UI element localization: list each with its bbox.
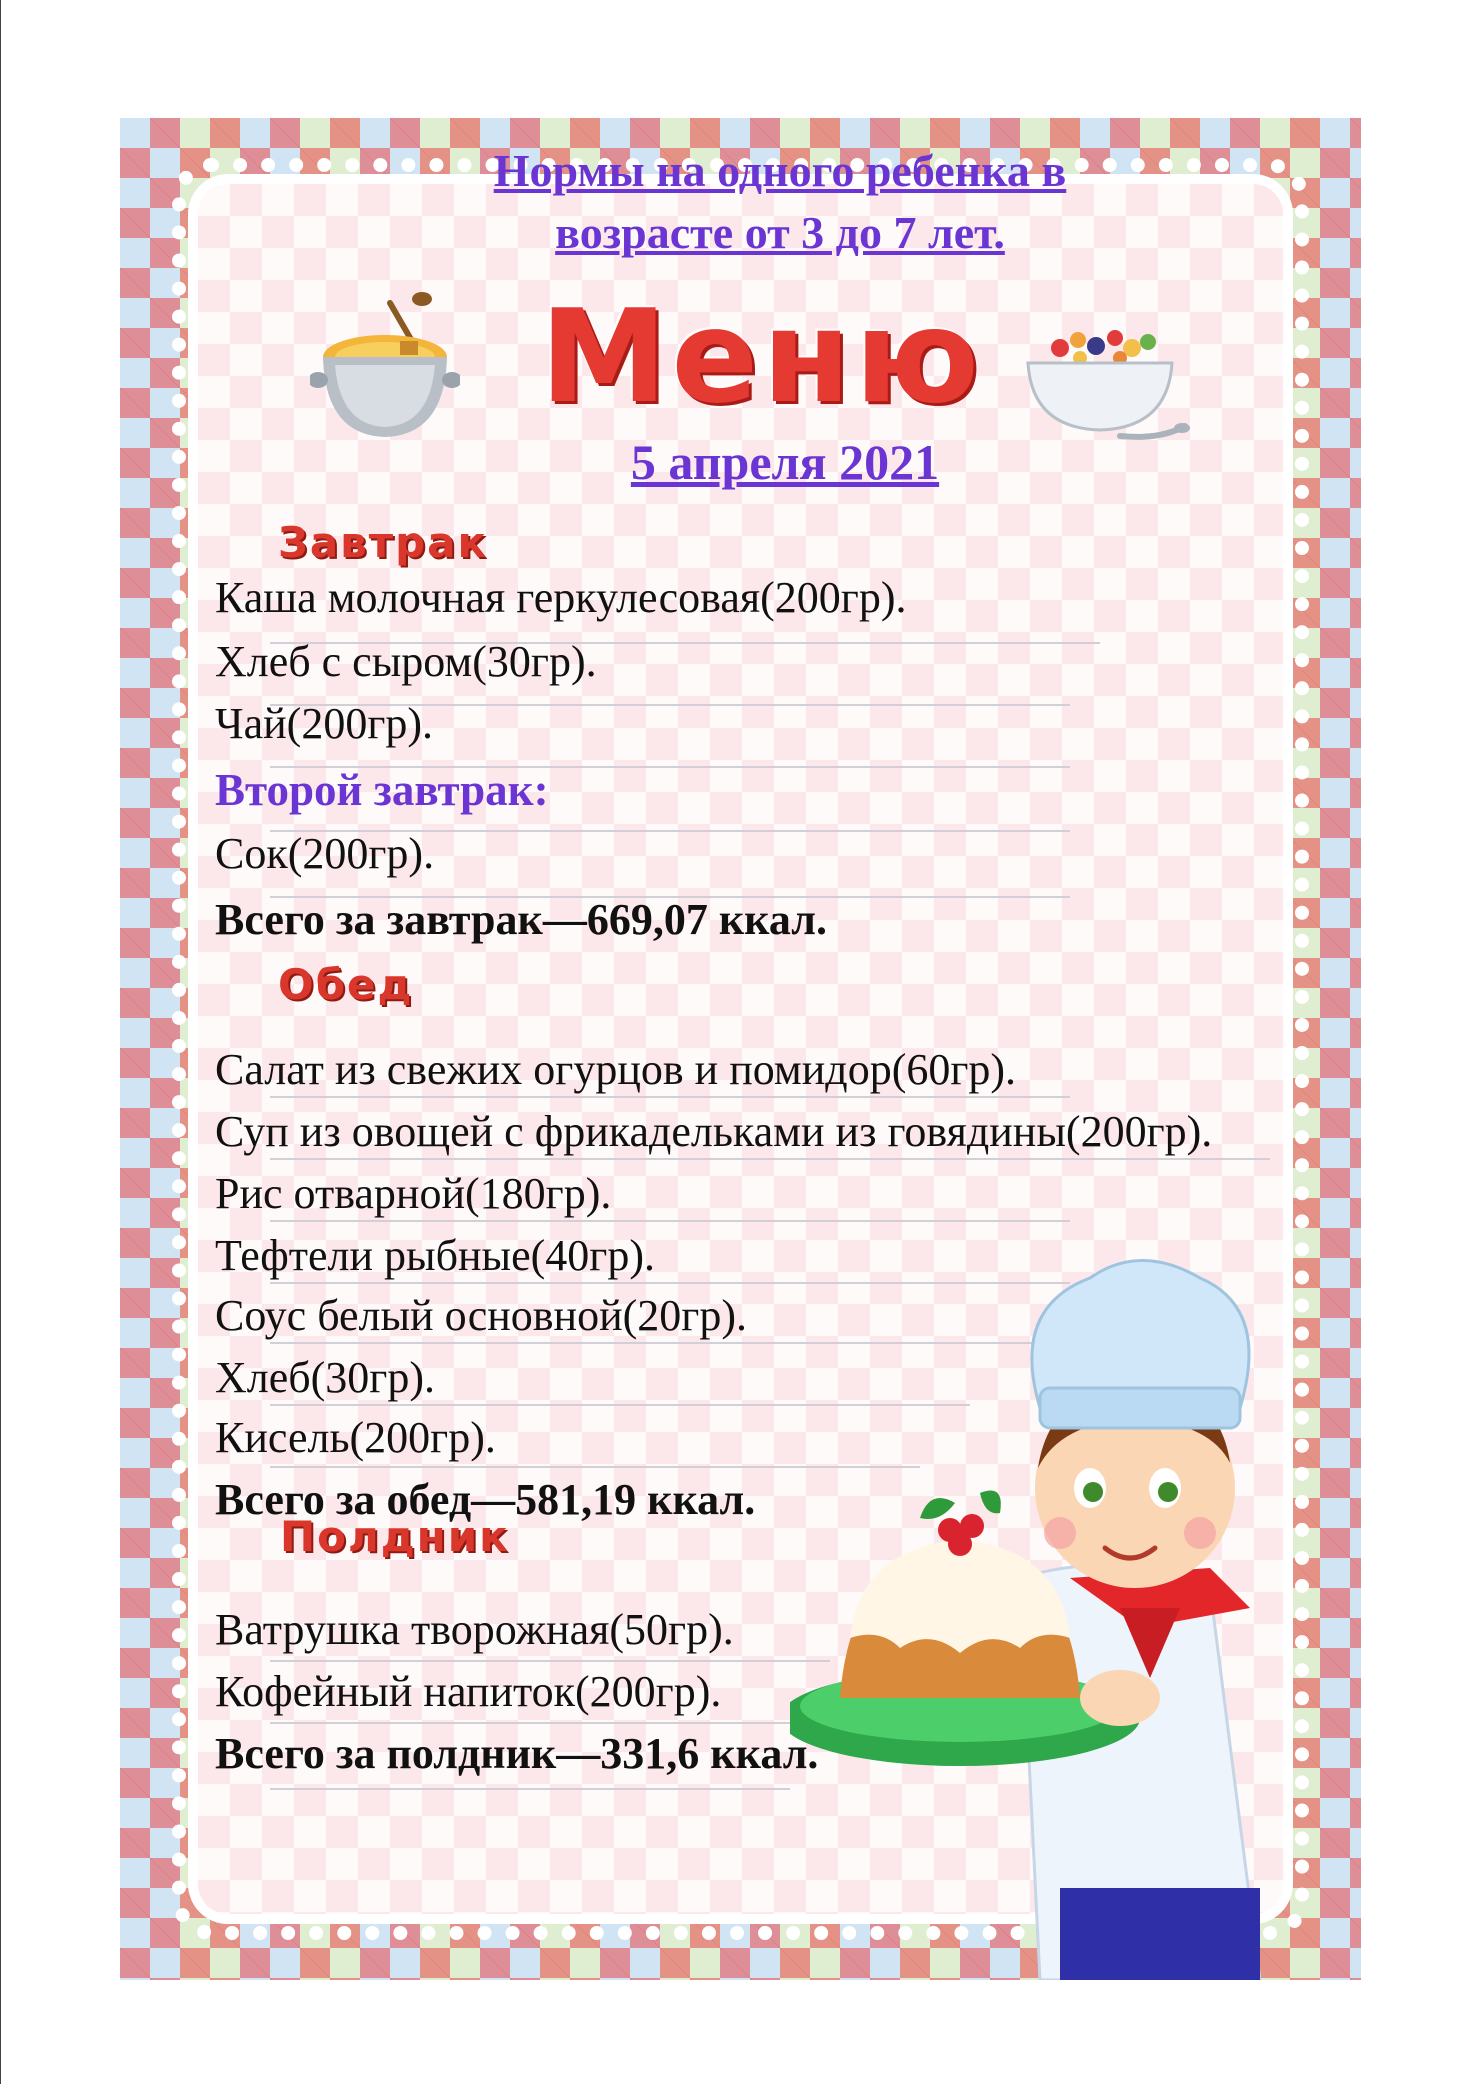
writing-rule [270,1660,830,1662]
cereal-bowl-icon [1020,318,1190,458]
menu-item: Сок(200гр). [215,829,435,878]
menu-item: Рис отварной(180гр). [215,1169,612,1218]
age-norm-title [380,140,1180,264]
menu-item: Хлеб(30гр). [215,1353,435,1402]
menu-item: Кофейный напиток(200гр). [215,1667,722,1716]
menu-item: Каша молочная геркулесовая(200гр). [215,573,907,622]
menu-heading: Меню [540,283,984,432]
menu-item: Хлеб с сыром(30гр). [215,637,597,686]
menu-item: Салат из свежих огурцов и помидор(60гр). [215,1045,1017,1094]
menu-item: Ватрушка творожная(50гр). [215,1605,734,1654]
age-norm-line-2: возрасте от 3 до 7 лет. [555,207,1005,258]
snack-total: Всего за полдник—331,6 ккал. [215,1729,819,1778]
soup-pot-icon [310,285,460,445]
menu-item: Соус белый основной(20гр). [215,1291,747,1340]
writing-rule [270,1788,790,1790]
age-norm-line-1: Нормы на одного ребенка в [493,145,1067,196]
second-breakfast-heading: Второй завтрак: [215,765,549,815]
menu-item: Кисель(200гр). [215,1413,496,1462]
lunch-heading: Обед [278,960,414,1009]
snack-heading: Полдник [280,1512,510,1561]
page-edge [0,0,1,2084]
lunch-total: Всего за обед—581,19 ккал. [215,1475,756,1524]
menu-date: 5 апреля 2021 [630,434,940,490]
menu-item: Тефтели рыбные(40гр). [215,1231,655,1280]
menu-item: Чай(200гр). [215,699,434,748]
breakfast-heading: Завтрак [278,518,489,567]
menu-item: Суп из овощей с фрикадельками из говядины(200гр). [215,1107,1213,1156]
writing-rule [270,1722,830,1724]
chef-boy-illustration [790,1248,1350,1980]
breakfast-total: Всего за завтрак—669,07 ккал. [215,895,827,944]
